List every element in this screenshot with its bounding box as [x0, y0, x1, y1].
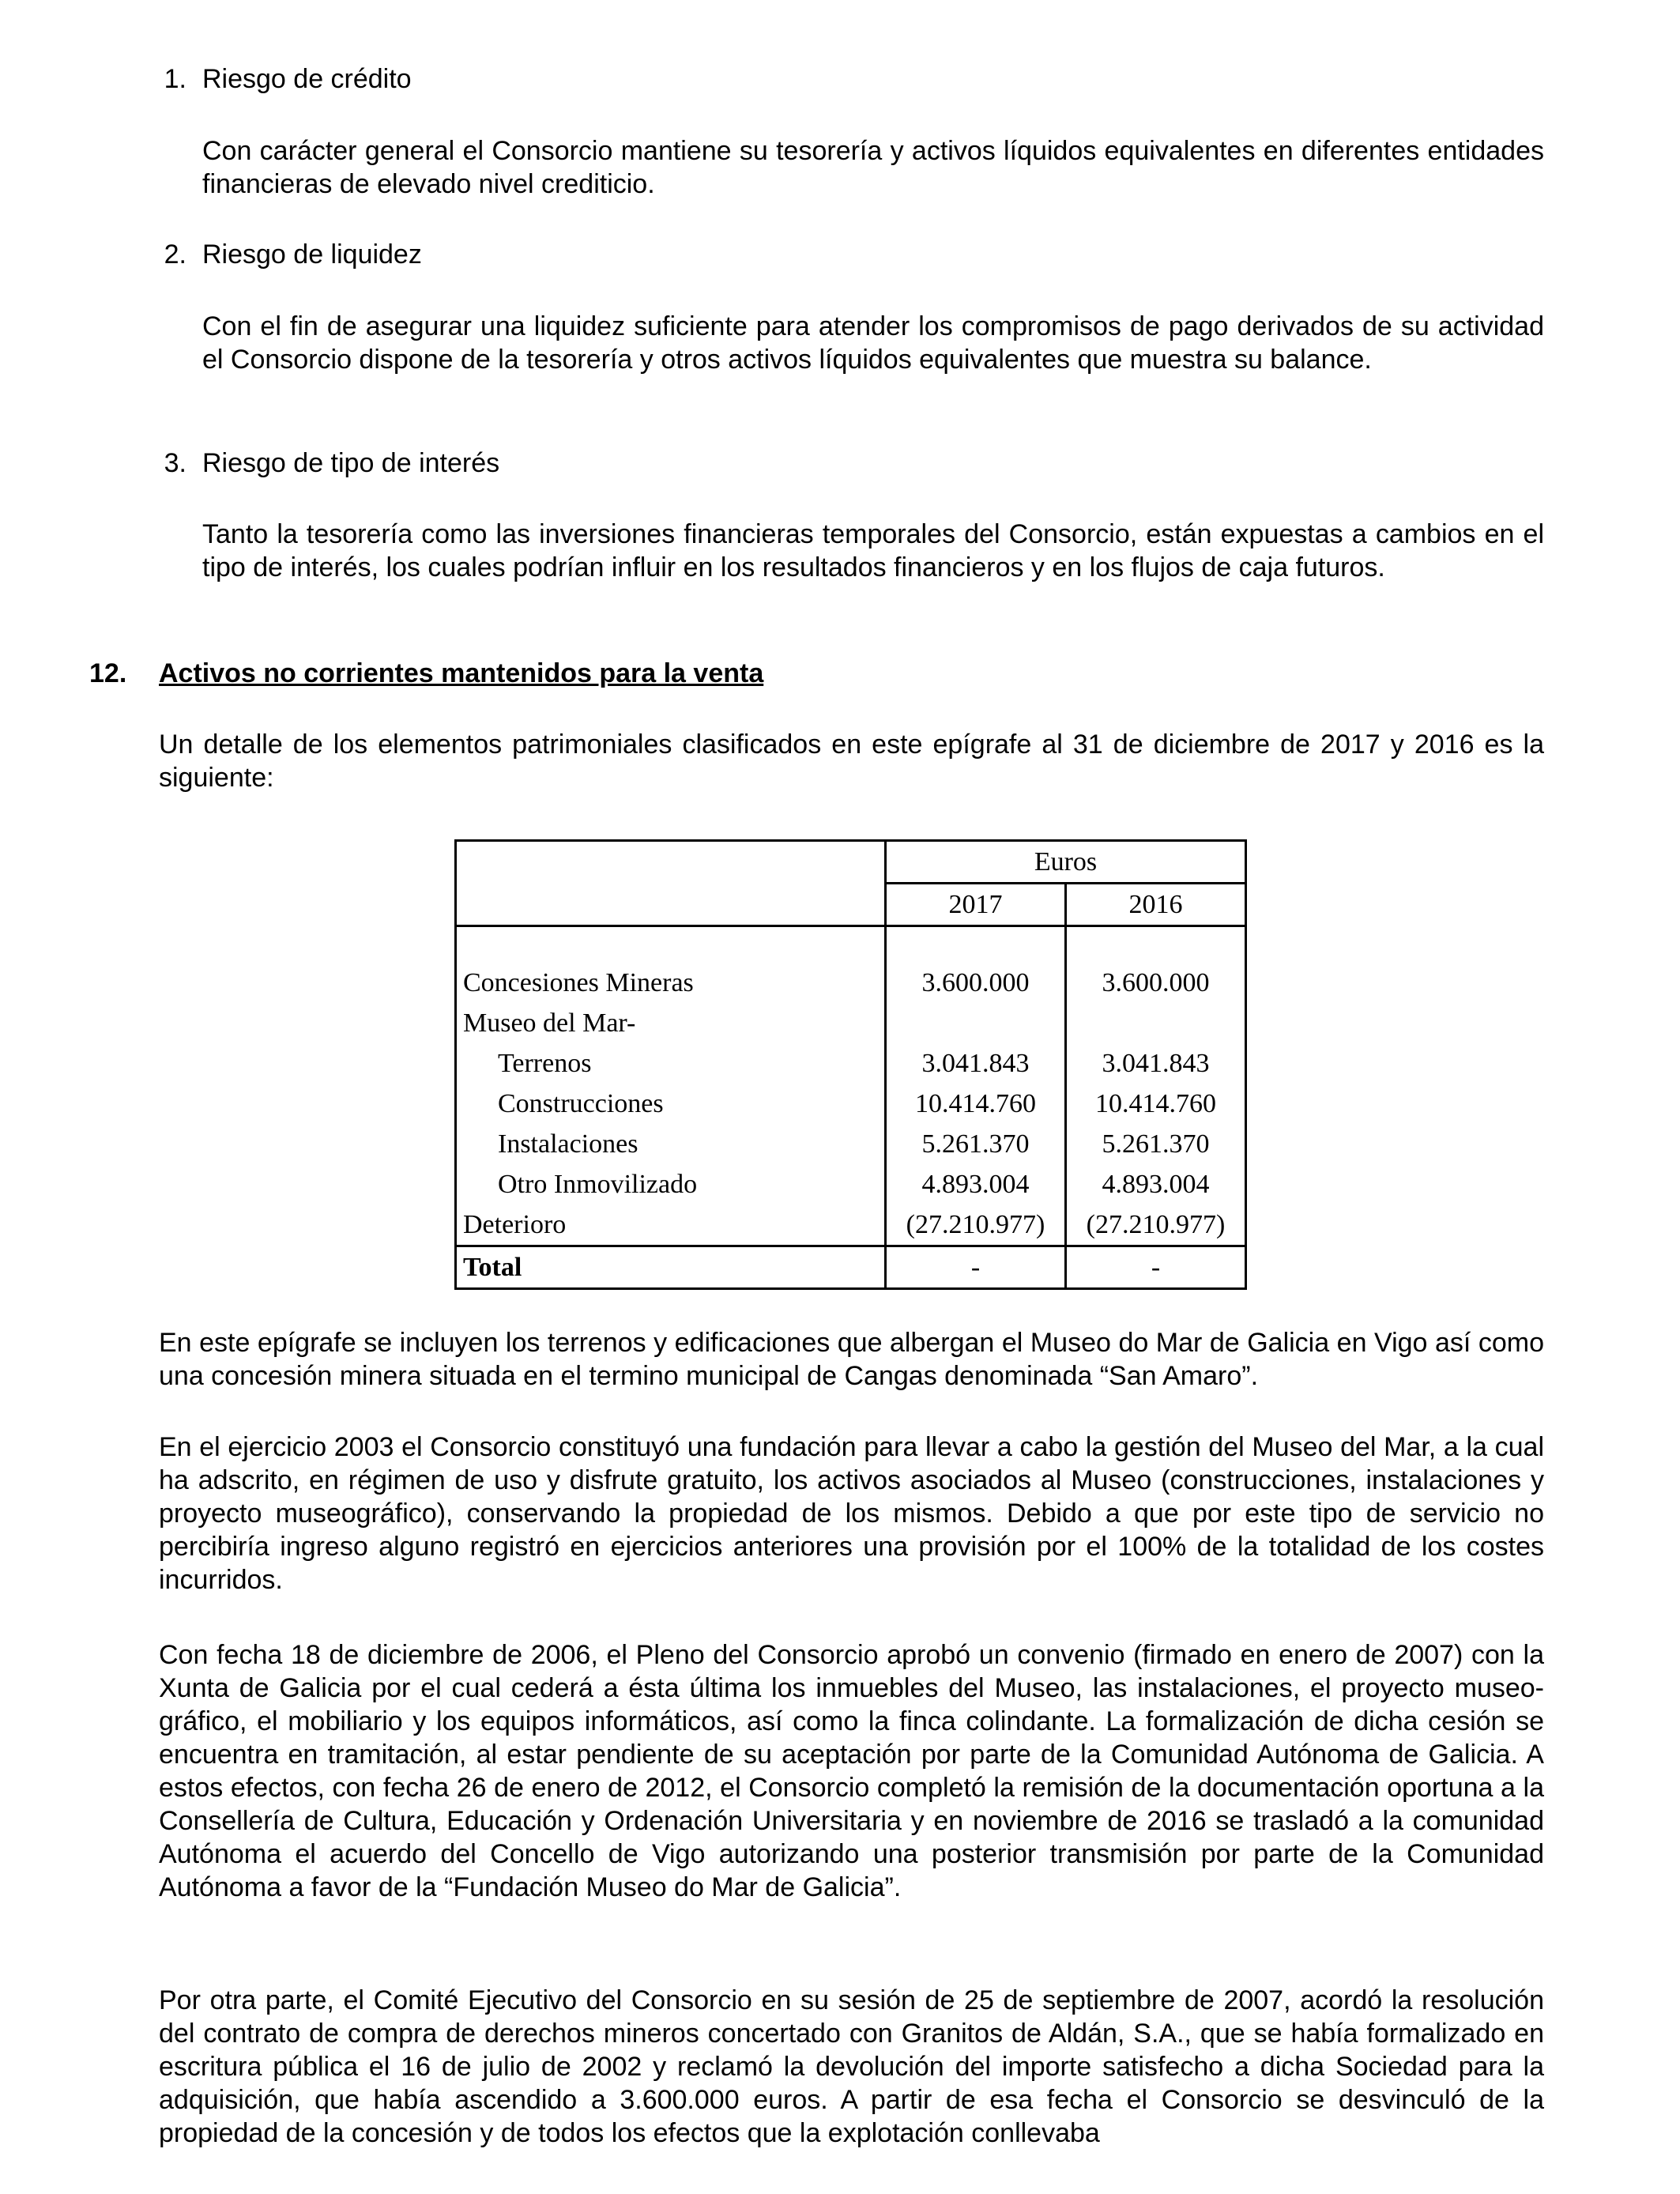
- section-heading: [89, 657, 763, 690]
- total-2016: -: [1066, 1246, 1246, 1289]
- value-2017: 10.414.760: [886, 1084, 1066, 1124]
- total-2017: -: [886, 1246, 1066, 1289]
- risk-item-number: 2.: [164, 239, 186, 270]
- value-2016: 10.414.760: [1066, 1084, 1246, 1124]
- value-2017: 5.261.370: [886, 1124, 1066, 1164]
- row-label: Terrenos: [456, 1043, 886, 1084]
- risk-item-title: Riesgo de crédito: [202, 64, 412, 94]
- value-2016: [1066, 1003, 1246, 1043]
- row-label: Otro Inmovilizado: [456, 1164, 886, 1204]
- year-header-2016: 2016: [1066, 884, 1246, 926]
- table-row: [456, 1084, 1246, 1124]
- table-row: [456, 1164, 1246, 1204]
- value-2016: 5.261.370: [1066, 1124, 1246, 1164]
- body-paragraph: Por otra parte, el Comité Ejecutivo del Consorcio en su sesión de 25 de septiembre de 2007, acordó la resolución del contrato de compra de derechos mineros concertado con Granitos de Aldán, S.A., que se había formalizado en escritura pública el 16 de julio de 2002 y reclamó la devolución del importe satisfecho a dicha Sociedad para la adquisición, que había ascendido a 3.600.000 euros. A partir de esa fecha el Consorcio se desvinculó de la propiedad de la concesión y de todos los efectos que la explotación conllevaba: [159, 1985, 1544, 2148]
- table-total-row: [456, 1246, 1246, 1289]
- row-label: Concesiones Mineras: [456, 963, 886, 1003]
- value-2017: (27.210.977): [886, 1204, 1066, 1246]
- risk-item-2-text: Con el fin de asegurar una liquidez suficiente para atender los compromisos de pago derivados de su actividad el Consorcio dispone de la tesorería y otros activos líquidos equivalentes que muestra su balance.: [202, 311, 1544, 375]
- table-row: [456, 963, 1246, 1003]
- value-2016: 3.041.843: [1066, 1043, 1246, 1084]
- table-row: [456, 1043, 1246, 1084]
- body-paragraph: En el ejercicio 2003 el Consorcio constituyó una fundación para llevar a cabo la gestión del Museo del Mar, a la cual ha adscrito, en régimen de uso y disfrute gratuito, los activos asociados al Museo (construcciones, instalaciones y proyecto museográfico), conservando la propiedad de los mismos. Debido a que por este tipo de servicio no percibiría ingreso alguno registró en ejercicios anteriores una provisión por el 100% de la totalidad de los costes incurridos.: [159, 1432, 1544, 1595]
- table-row: [456, 1204, 1246, 1246]
- table-row: [456, 1124, 1246, 1164]
- row-label: Instalaciones: [456, 1124, 886, 1164]
- risk-item-title: Riesgo de liquidez: [202, 239, 422, 270]
- value-2017: 3.041.843: [886, 1043, 1066, 1084]
- value-2017: 4.893.004: [886, 1164, 1066, 1204]
- section-title: Activos no corrientes mantenidos para la venta: [159, 658, 764, 688]
- row-label: Deterioro: [456, 1204, 886, 1246]
- assets-table: [454, 839, 1247, 1290]
- risk-item-3-text: Tanto la tesorería como las inversiones financieras temporales del Consorcio, están expuestas a cambios en el tipo de interés, los cuales podrían influir en los resultados financieros y en los flujos de caja futuros.: [202, 519, 1544, 582]
- section-number: 12.: [89, 658, 127, 688]
- body-paragraph: En este epígrafe se incluyen los terrenos y edificaciones que albergan el Museo do Mar de Galicia en Vigo así como una concesión minera situada en el termino municipal de Cangas denominada “San Amaro”.: [159, 1328, 1544, 1391]
- value-2017: 3.600.000: [886, 963, 1066, 1003]
- currency-header: Euros: [886, 841, 1246, 884]
- risk-item-number: 1.: [164, 64, 186, 94]
- value-2016: (27.210.977): [1066, 1204, 1246, 1246]
- section-intro: Un detalle de los elementos patrimoniales clasificados en este epígrafe al 31 de diciembre de 2017 y 2016 es la siguiente:: [159, 729, 1544, 793]
- body-paragraph: Con fecha 18 de diciembre de 2006, el Pleno del Consorcio aprobó un convenio (firmado en enero de 2007) con la Xunta de Galicia por el cual cederá a ésta última los inmuebles del Museo, las instalaciones, el proyecto museo-gráfico, el mobiliario y los equipos informáticos, así como la finca colindante. La formalización de dicha cesión se encuentra en tramitación, al estar pendiente de su aceptación por parte de la Comunidad Autónoma de Galicia. A estos efectos, con fecha 26 de enero de 2012, el Consorcio completó la remisión de la documentación oportuna a la Consellería de Cultura, Educación y Ordenación Universitaria y en noviembre de 2016 se trasladó a la comunidad Autónoma el acuerdo del Concello de Vigo autorizando una posterior transmisión por parte de la Comunidad Autónoma a favor de la “Fundación Museo do Mar de Galicia”.: [159, 1640, 1544, 1902]
- table-row: [456, 1003, 1246, 1043]
- row-label: Museo del Mar-: [456, 1003, 886, 1043]
- total-label: Total: [456, 1246, 886, 1289]
- risk-item-title: Riesgo de tipo de interés: [202, 448, 500, 478]
- value-2016: 3.600.000: [1066, 963, 1246, 1003]
- year-header-2017: 2017: [886, 884, 1066, 926]
- risk-item-1-text: Con carácter general el Consorcio mantiene su tesorería y activos líquidos equivalentes en diferentes entidades financieras de elevado nivel crediticio.: [202, 136, 1544, 199]
- value-2017: [886, 1003, 1066, 1043]
- risk-item-number: 3.: [164, 448, 186, 478]
- value-2016: 4.893.004: [1066, 1164, 1246, 1204]
- row-label: Construcciones: [456, 1084, 886, 1124]
- table-corner: [456, 841, 886, 884]
